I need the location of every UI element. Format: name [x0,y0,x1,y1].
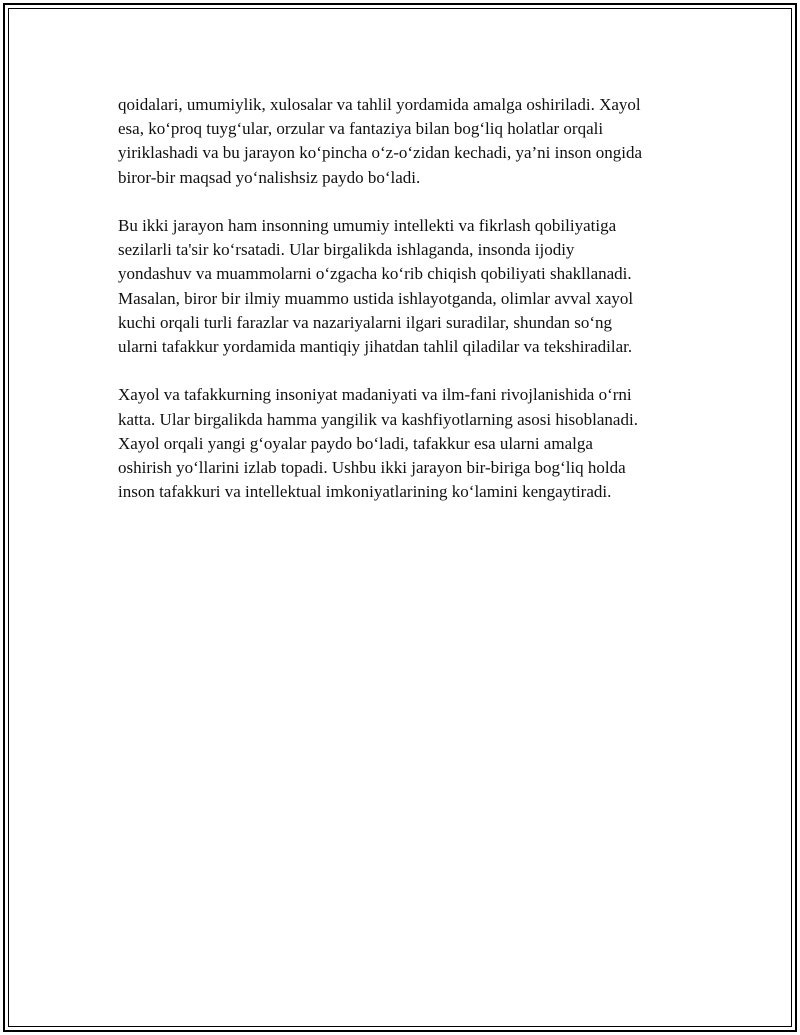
paragraph-1: qoidalari, umumiylik, xulosalar va tahlil yordamida amalga oshiriladi. Xayol esa, ko‘proq tuyg‘ular, orzular va fantaziya bilan bog‘liq holatlar orqali yiriklashadi va bu jarayon ko‘pincha o‘z-o‘zidan kechadi, ya’ni inson ongida biror-bir maqsad yo‘nalishsiz paydo bo‘ladi. [118,95,642,187]
paragraph-3: Xayol va tafakkurning insoniyat madaniyati va ilm-fani rivojlanishida o‘rni katta. Ular birgalikda hamma yangilik va kashfiyotlarning asosi hisoblanadi. Xayol orqali yangi g‘oyalar paydo bo‘ladi, tafakkur esa ularni amalga oshirish yo‘llarini izlab topadi. Ushbu ikki jarayon bir-biriga bog‘liq holda inson tafakkuri va intellektual imkoniyatlarining ko‘lamini kengaytiradi. [118,385,638,502]
document-body [118,93,698,529]
paragraph-2: Bu ikki jarayon ham insonning umumiy intellekti va fikrlash qobiliyatiga sezilarli ta'sir ko‘rsatadi. Ular birgalikda ishlaganda, insonda ijodiy yondashuv va muammolarni o‘zgacha ko‘rib chiqish qobiliyati shakllanadi. Masalan, biror bir ilmiy muammo ustida ishlayotganda, olimlar avval xayol kuchi orqali turli farazlar va nazariyalarni ilgari suradilar, shundan so‘ng ularni tafakkur yordamida mantiqiy jihatdan tahlil qiladilar va tekshiradilar. [118,216,634,357]
